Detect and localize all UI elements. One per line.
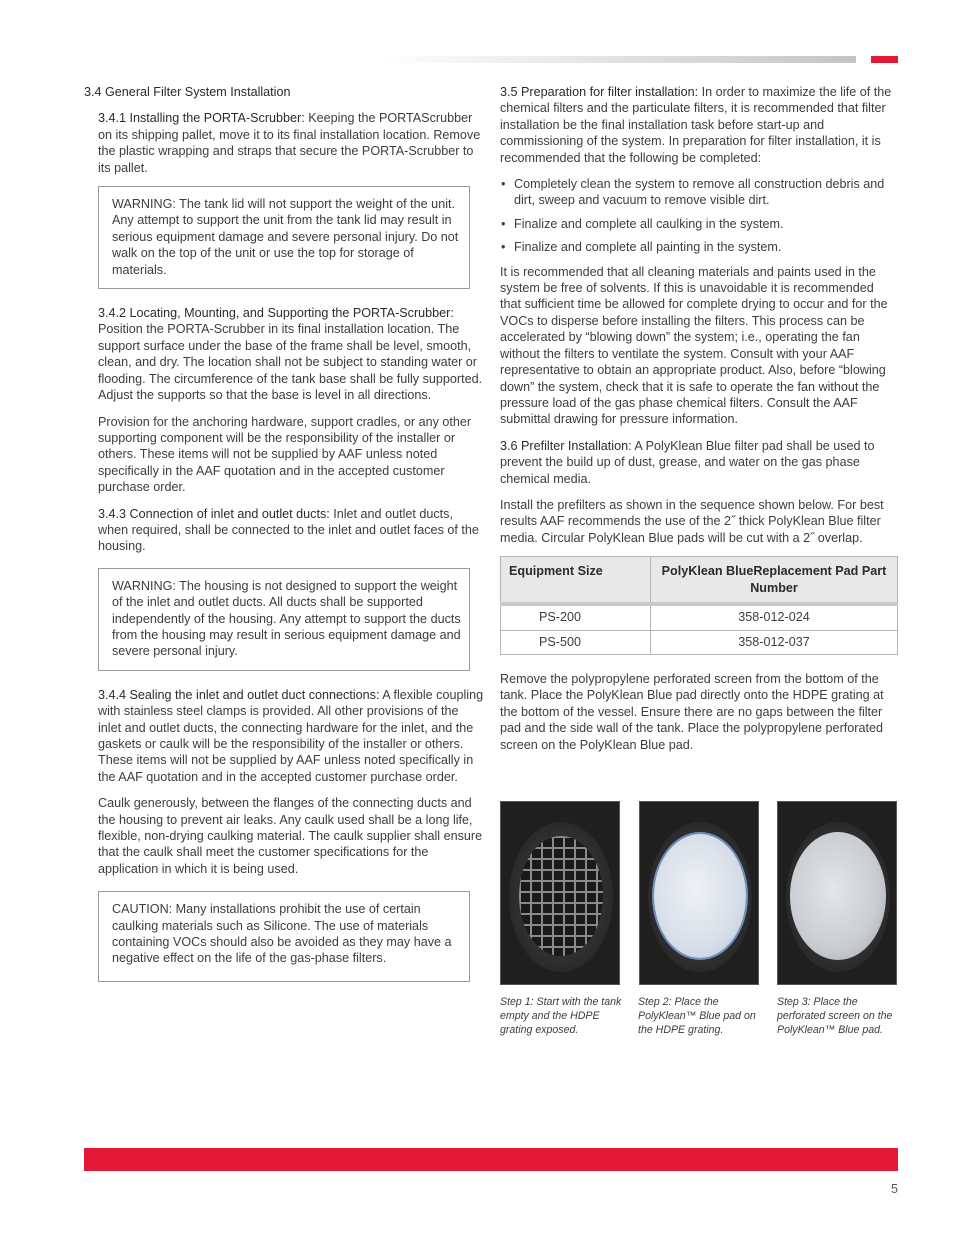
list-item: • Completely clean the system to remove all construction debris and dirt, sweep and vacuum to remove visible dirt. (500, 176, 898, 209)
table-cell-size: PS-200 (501, 604, 651, 630)
page-number: 5 (890, 1182, 898, 1196)
table-cell-part: 358-012-037 (651, 630, 898, 654)
section-3-6-lead: 3.6 Prefilter Installation: (500, 438, 632, 453)
section-3-4-4-body: A flexible coupling with stainless steel clamps is provided. All other provisions of the inlet and outlet ducts, the connecting hardware for the inlet, and the gaskets or caulk will be the responsibility of the installer or others. These items will not be supplied by AAF unless noted specifically in the AAF quotation and in the accepted customer purchase order. (98, 687, 484, 784)
section-3-5-body: In order to maximize the life of the chemical filters and the particulate filters, it is recommended that filter installation be the final installation task before start-up and commissioning of the system. In preparation for filter installation, it is recommended that the following be completed: (500, 85, 892, 165)
photo-step-1-grating (500, 801, 620, 985)
section-3-5-lead: 3.5 Preparation for filter installation: (500, 85, 699, 99)
section-3-4-3-body: Inlet and outlet ducts, when required, shall be connected to the inlet and outlet faces of the housing. (98, 506, 479, 554)
column-header-equipment-size: Equipment Size (501, 557, 651, 605)
section-3-5-paragraph-2: It is recommended that all cleaning materials and paints used in the system be free of solvents. If this is unavoidable it is recommended that sufficient time be allowed for complete drying to occur and for the VOCs to disperse before installing the filters. This process can be accelerated by “blowing down” the system; i.e., operating the fan without the filters to ventilate the system. Consult with your AAF representative to obtain an appropriate product. Also, before “blowing down” the system, check that it is safe to operate the fan without the pressure load of the gas phase chemical filters. Consult the AAF submittal drawing for pressure information. (500, 264, 888, 427)
section-3-4-3-lead: 3.4.3 Connection of inlet and outlet ducts: (98, 506, 330, 521)
column-header-part-number: PolyKlean BlueReplacement Pad Part Number (651, 557, 898, 605)
section-3-4-2-lead: 3.4.2 Locating, Mounting, and Supporting the PORTA-Scrubber: (98, 306, 454, 321)
section-3-6-paragraph-2: Install the prefilters as shown in the sequence shown below. For best results AAF recommends the use of the 2˝ thick PolyKlean Blue filter media. Circular PolyKlean Blue pads will be cut with a 2˝ overlap. (500, 497, 884, 545)
caution-box-caulking: CAUTION: Many installations prohibit the use of certain caulking materials such as Silicone. The use of materials containing VOCs should also be avoided as they may have a negative effect on the life of the gas-phase filters. (98, 891, 470, 982)
section-3-4-4 (84, 687, 484, 877)
perforated-screen (790, 832, 886, 960)
section-3-6-body: A PolyKlean Blue filter pad shall be used to prevent the build up of dust, grease, and water on the gas phase chemical media. (500, 438, 875, 486)
right-column (500, 84, 898, 763)
caption-step-1: Step 1: Start with the tank empty and the HDPE grating exposed. (500, 996, 622, 1036)
section-3-6-paragraph-3: Remove the polypropylene perforated screen from the bottom of the tank. Place the PolyKlean Blue pad directly onto the HDPE grating at the bottom of the vessel. Ensure there are no gaps between the filter pad and the side wall of the tank. Place the polypropylene perforated screen on the PolyKlean Blue pad. (500, 671, 884, 752)
replacement-pad-table (500, 556, 898, 655)
preparation-checklist (500, 176, 898, 256)
section-3-4-2-paragraph-2: Provision for the anchoring hardware, support cradles, or any other supporting component will be the responsibility of the installer or others. These items will not be supplied by AAF unless noted specifically in the AAF quotation and in the accepted customer purchase order. (98, 414, 472, 495)
caption-step-2: Step 2: Place the PolyKlean™ Blue pad on the HDPE grating. (638, 996, 756, 1036)
section-3-4-1-lead: 3.4.1 Installing the PORTA-Scrubber: (98, 111, 305, 126)
section-3-4-1-body: Keeping the PORTAScrubber on its shipping pallet, move it to its final installation location. Remove the plastic wrapping and straps that secure the PORTA-Scrubber to its pallet. (98, 111, 481, 175)
section-3-4-4-lead: 3.4.4 Sealing the inlet and outlet duct connections: (98, 687, 380, 702)
section-3-4-1 (84, 110, 484, 176)
warning-box-tank-lid: WARNING: The tank lid will not support the weight of the unit. Any attempt to support the unit from the tank lid may result in serious equipment damage and severe personal injury. Do not walk on the top of the unit or use the top for storage of materials. (98, 186, 470, 289)
table-cell-part: 358-012-024 (651, 604, 898, 630)
header-red-accent (871, 56, 898, 63)
left-column (84, 84, 484, 998)
warning-box-housing: WARNING: The housing is not designed to support the weight of the inlet and outlet ducts. All ducts shall be supported independently of the housing. Any attempt to support the ducts from the housing may result in serious equipment damage and severe personal injury. (98, 568, 470, 671)
header-gradient-rule (380, 56, 856, 63)
list-item: • Finalize and complete all painting in the system. (500, 239, 898, 255)
table-row (501, 604, 898, 630)
caption-step-3: Step 3: Place the perforated screen on the PolyKlean™ Blue pad. (777, 996, 893, 1036)
table-row (501, 630, 898, 654)
section-3-4-2-body: Position the PORTA-Scrubber in its final installation location. The support surface under the base of the frame shall be level, smooth, clean, and dry. The location shall not be subject to standing water or flooding. The circumference of the tank base shall be fully supported. Adjust the supports so that the base is level in all directions. (98, 322, 483, 403)
photo-step-3-screen (777, 801, 897, 985)
prefilter-step-photos (500, 801, 898, 1061)
list-item: • Finalize and complete all caulking in the system. (500, 216, 898, 232)
polyklean-pad (654, 834, 746, 958)
table-header-row (501, 557, 898, 605)
section-3-4-4-paragraph-2: Caulk generously, between the flanges of the connecting ducts and the housing to prevent air leaks. Any caulk used shall be a long life, flexible, non-drying caulking material. The caulk supplier shall ensure that the caulk shall meet the customer specifications for the application in which it is being used. (98, 796, 483, 876)
photo-step-2-blue-pad (639, 801, 759, 985)
table-cell-size: PS-500 (501, 630, 651, 654)
section-3-4-2 (84, 305, 484, 555)
footer-red-bar (84, 1148, 898, 1171)
hdpe-grating (519, 836, 603, 956)
section-3-4-heading: 3.4 General Filter System Installation (84, 85, 291, 99)
